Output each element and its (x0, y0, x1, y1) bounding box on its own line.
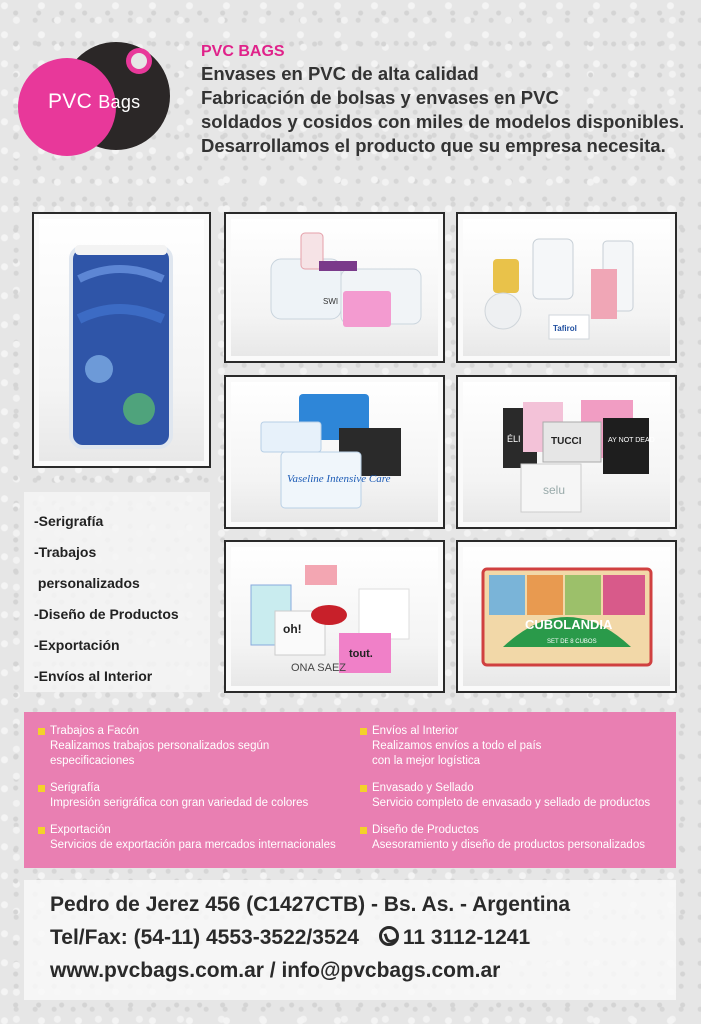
service-item: personalizados (34, 575, 140, 591)
whatsapp-number: 11 3112-1241 (402, 926, 531, 949)
web-email: www.pvcbags.com.ar / info@pvcbags.com.ar (50, 959, 501, 982)
bag-label: Vaseline Intensive Care (287, 473, 391, 485)
services-list (24, 492, 210, 692)
feature-block (358, 781, 678, 811)
header-text (201, 42, 691, 158)
service-item: -Exportación (34, 637, 120, 653)
bag-label: Tafirol (553, 324, 577, 333)
service-item: -Trabajos (34, 544, 97, 560)
brand-title: PVC BAGS (201, 43, 285, 60)
whatsapp-icon (379, 926, 399, 946)
printed-bags-image (231, 547, 438, 686)
feature-title: Exportación (36, 823, 356, 838)
bag-label: CUBOLANDIA (525, 617, 613, 632)
tel-fax: Tel/Fax: (54-11) 4553-3522/3524 (50, 926, 359, 949)
blanket-bag-image (39, 219, 204, 461)
cubolandia-bag-image (463, 547, 670, 686)
feature-block (36, 823, 356, 853)
feature-block (358, 823, 678, 853)
feature-title: Serigrafía (36, 781, 356, 796)
photo-vaseline-bags (224, 375, 445, 529)
whatsapp-group (379, 926, 530, 949)
tucci-bags-image (463, 382, 670, 522)
bag-label: ÉLI (507, 434, 521, 444)
bag-label: oh! (283, 622, 302, 636)
bag-label: TUCCI (551, 436, 582, 447)
feature-block (358, 724, 678, 769)
bag-label: ONA SAEZ (291, 662, 347, 674)
features-band (24, 712, 676, 868)
bag-label: tout. (349, 648, 373, 660)
photo-printed-bags (224, 540, 445, 693)
feature-title: Trabajos a Facón (36, 724, 356, 739)
pvc-bags-logo (18, 40, 168, 160)
vaseline-bags-image (231, 382, 438, 522)
header-line: Desarrollamos el producto que su empresa necesita. (201, 135, 666, 156)
feature-block (36, 781, 356, 811)
feature-desc: Realizamos envíos a todo el país con la mejor logística (372, 740, 542, 767)
feature-desc: Impresión serigráfica con gran variedad de colores (50, 797, 309, 809)
header-line: soldados y cosidos con miles de modelos disponibles. (201, 111, 685, 132)
bag-label: selu (543, 483, 566, 497)
feature-title: Envíos al Interior (358, 724, 678, 739)
feature-desc: Realizamos trabajos personalizados según especificaciones (50, 740, 270, 767)
address: Pedro de Jerez 456 (C1427CTB) - Bs. As. - Argentina (50, 893, 571, 916)
photo-blanket-bag (32, 212, 211, 468)
bag-label: SET DE 8 CUBOS (547, 639, 597, 645)
feature-desc: Servicios de exportación para mercados internacionales (50, 839, 336, 851)
photo-drawstring-bags (456, 212, 677, 363)
photo-tucci-bags (456, 375, 677, 529)
feature-title: Envasado y Sellado (358, 781, 678, 796)
feature-desc: Asesoramiento y diseño de productos personalizados (372, 839, 645, 851)
feature-desc: Servicio completo de envasado y sellado de productos (372, 797, 651, 809)
service-item: -Diseño de Productos (34, 606, 179, 622)
contact-block (24, 880, 676, 1000)
header-line: Envases en PVC de alta calidad (201, 63, 479, 84)
photo-clear-bags (224, 212, 445, 363)
clear-bags-image (231, 219, 438, 356)
drawstring-bags-image (463, 219, 670, 356)
photo-cubolandia-bag (456, 540, 677, 693)
header-line: Fabricación de bolsas y envases en PVC (201, 87, 559, 108)
service-item: -Envíos al Interior (34, 668, 153, 684)
logo-word-bags: Bags (98, 92, 141, 112)
bag-label: AY NOT DEAD (608, 437, 655, 444)
feature-block (36, 724, 356, 769)
phone-line (50, 921, 650, 954)
feature-title: Diseño de Productos (358, 823, 678, 838)
bag-label: SWI (323, 297, 339, 306)
logo-word-pvc: PVC (48, 90, 93, 113)
service-item: -Serigrafía (34, 513, 104, 529)
